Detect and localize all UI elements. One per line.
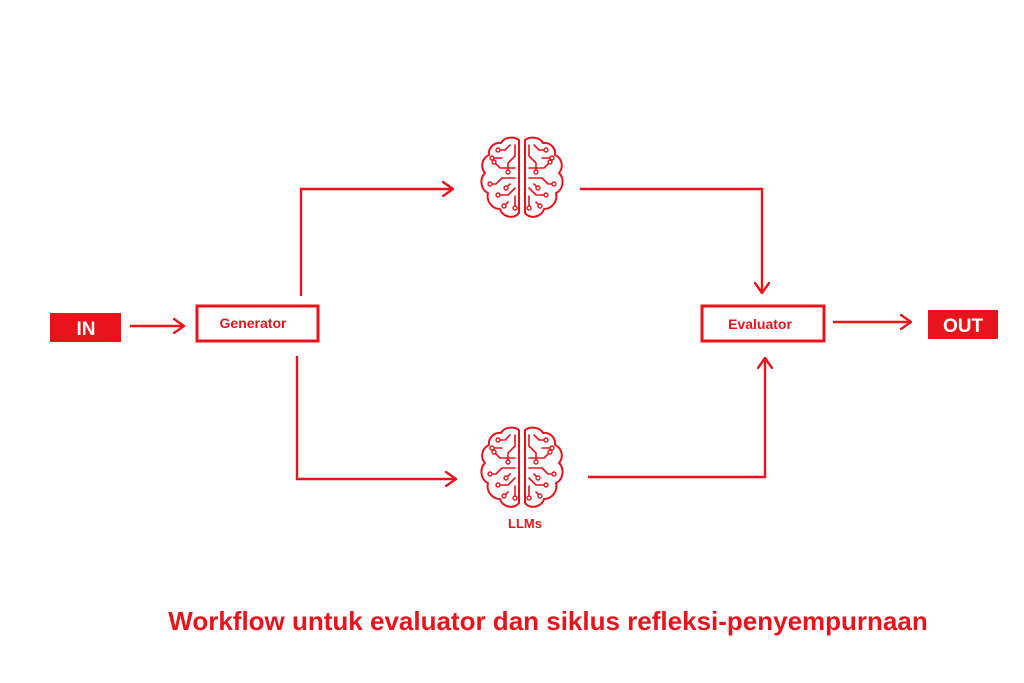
arrow-llm-top-to-evaluator	[580, 189, 762, 293]
arrow-generator-to-llm-bottom	[297, 356, 456, 479]
input-label: IN	[76, 319, 96, 340]
llm-top-brain-icon	[481, 138, 562, 217]
generator-label: Generator	[219, 315, 287, 331]
generator-node	[197, 306, 318, 341]
llm-bottom-label: LLMs	[508, 516, 542, 531]
arrow-generator-to-llm-top	[301, 189, 453, 296]
output-label: OUT	[942, 316, 984, 337]
input-node	[50, 313, 121, 342]
diagram-caption: Workflow untuk evaluator dan siklus refleksi-penyempurnaan	[168, 606, 928, 636]
arrow-llm-bottom-to-evaluator	[588, 358, 765, 477]
llm-bottom-brain-icon	[481, 428, 562, 507]
evaluator-node	[702, 306, 824, 341]
output-node	[928, 310, 998, 339]
evaluator-label: Evaluator	[728, 316, 792, 332]
